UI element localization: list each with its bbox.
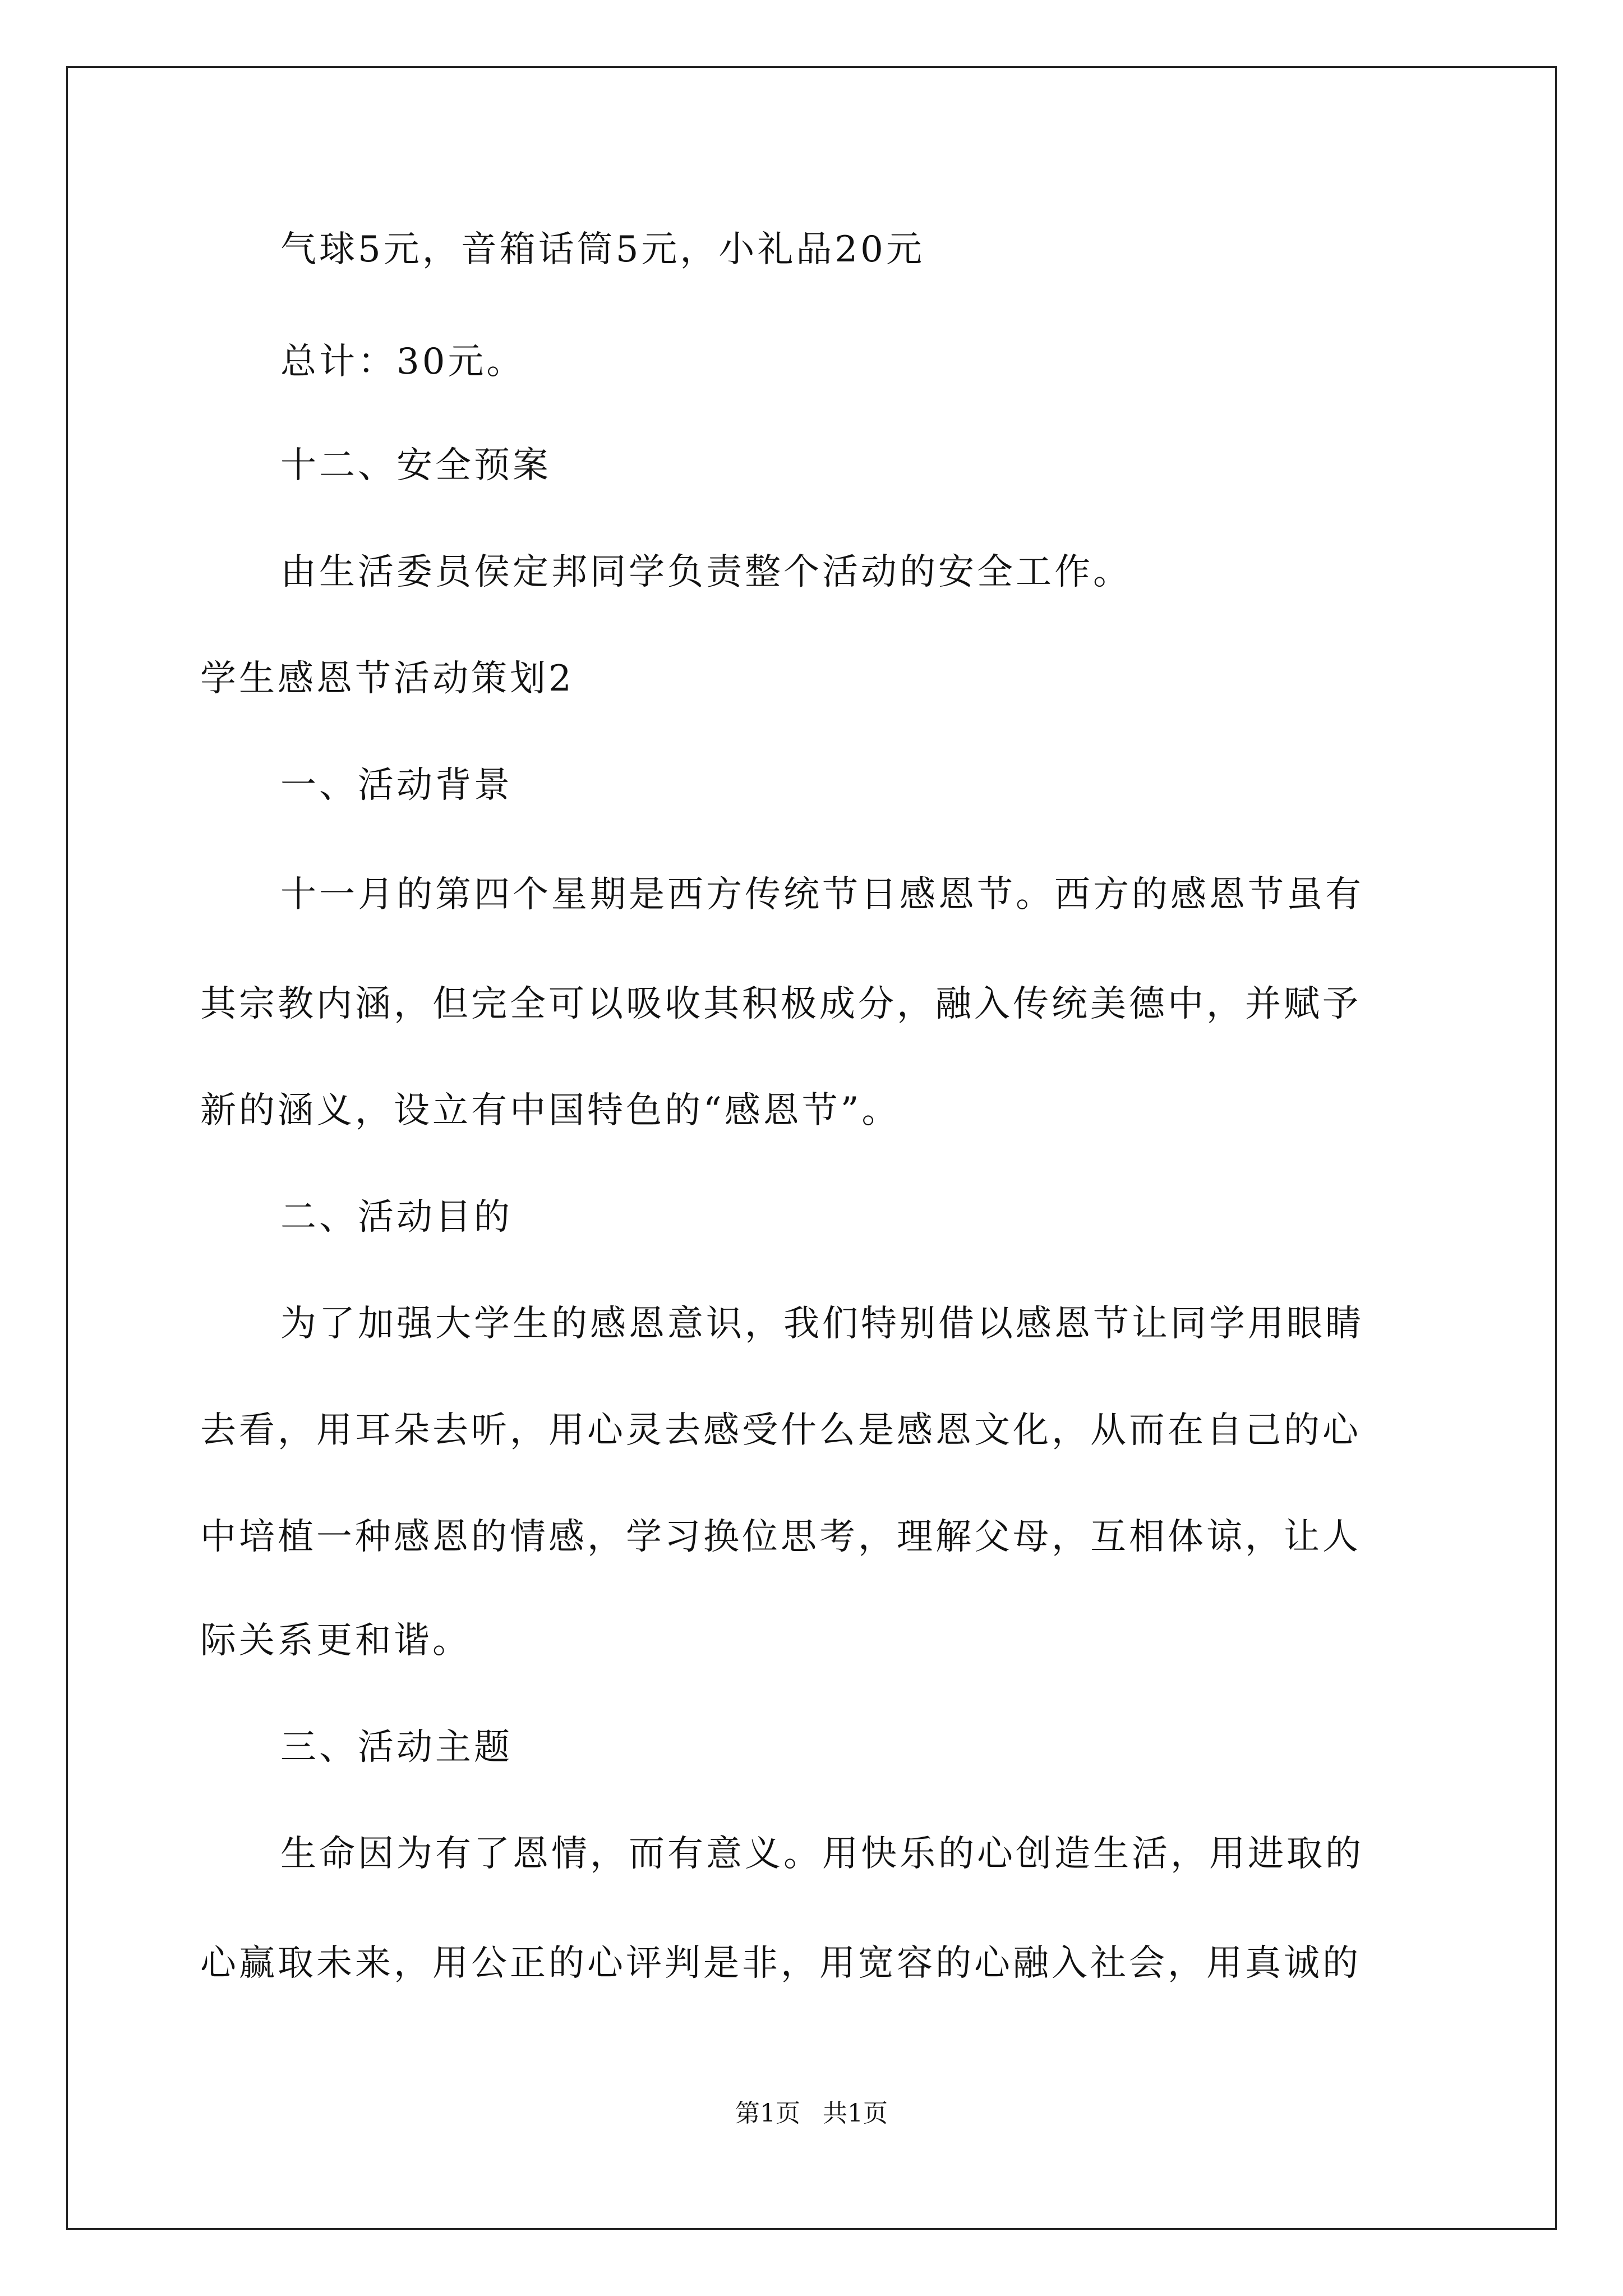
page-number: 第1页 bbox=[735, 2099, 800, 2128]
section-heading: 一、活动背景 bbox=[280, 765, 513, 806]
paragraph-line: 由生活委员侯定邦同学负责整个活动的安全工作。 bbox=[280, 551, 1132, 593]
paragraph-line: 去看，用耳朵去听，用心灵去感受什么是感恩文化，从而在自己的心 bbox=[200, 1410, 1361, 1451]
paragraph-line: 其宗教内涵，但完全可以吸收其积极成分，融入传统美德中，并赋予 bbox=[200, 983, 1361, 1025]
paragraph-line: 气球5元，音箱话筒5元，小礼品20元 bbox=[280, 229, 925, 270]
page-total: 共1页 bbox=[823, 2099, 888, 2128]
document-title: 学生感恩节活动策划2 bbox=[200, 658, 574, 700]
section-heading: 十二、安全预案 bbox=[280, 445, 551, 486]
paragraph-line: 新的涵义，设立有中国特色的“感恩节”。 bbox=[200, 1090, 901, 1131]
page-border bbox=[66, 66, 1557, 2230]
paragraph-line: 心赢取未来，用公正的心评判是非，用宽容的心融入社会，用真诚的 bbox=[200, 1943, 1361, 1984]
paragraph-line: 际关系更和谐。 bbox=[200, 1620, 471, 1662]
paragraph-line: 为了加强大学生的感恩意识，我们特别借以感恩节让同学用眼睛 bbox=[280, 1303, 1364, 1345]
paragraph-line: 十一月的第四个星期是西方传统节日感恩节。西方的感恩节虽有 bbox=[280, 874, 1364, 915]
paragraph-line: 生命因为有了恩情，而有意义。用快乐的心创造生活，用进取的 bbox=[280, 1833, 1364, 1875]
page-footer bbox=[0, 2098, 1623, 2129]
paragraph-line: 总计：30元。 bbox=[280, 341, 525, 383]
section-heading: 二、活动目的 bbox=[280, 1197, 513, 1238]
section-heading: 三、活动主题 bbox=[280, 1727, 513, 1768]
paragraph-line: 中培植一种感恩的情感，学习换位思考，理解父母，互相体谅，让人 bbox=[200, 1516, 1361, 1558]
